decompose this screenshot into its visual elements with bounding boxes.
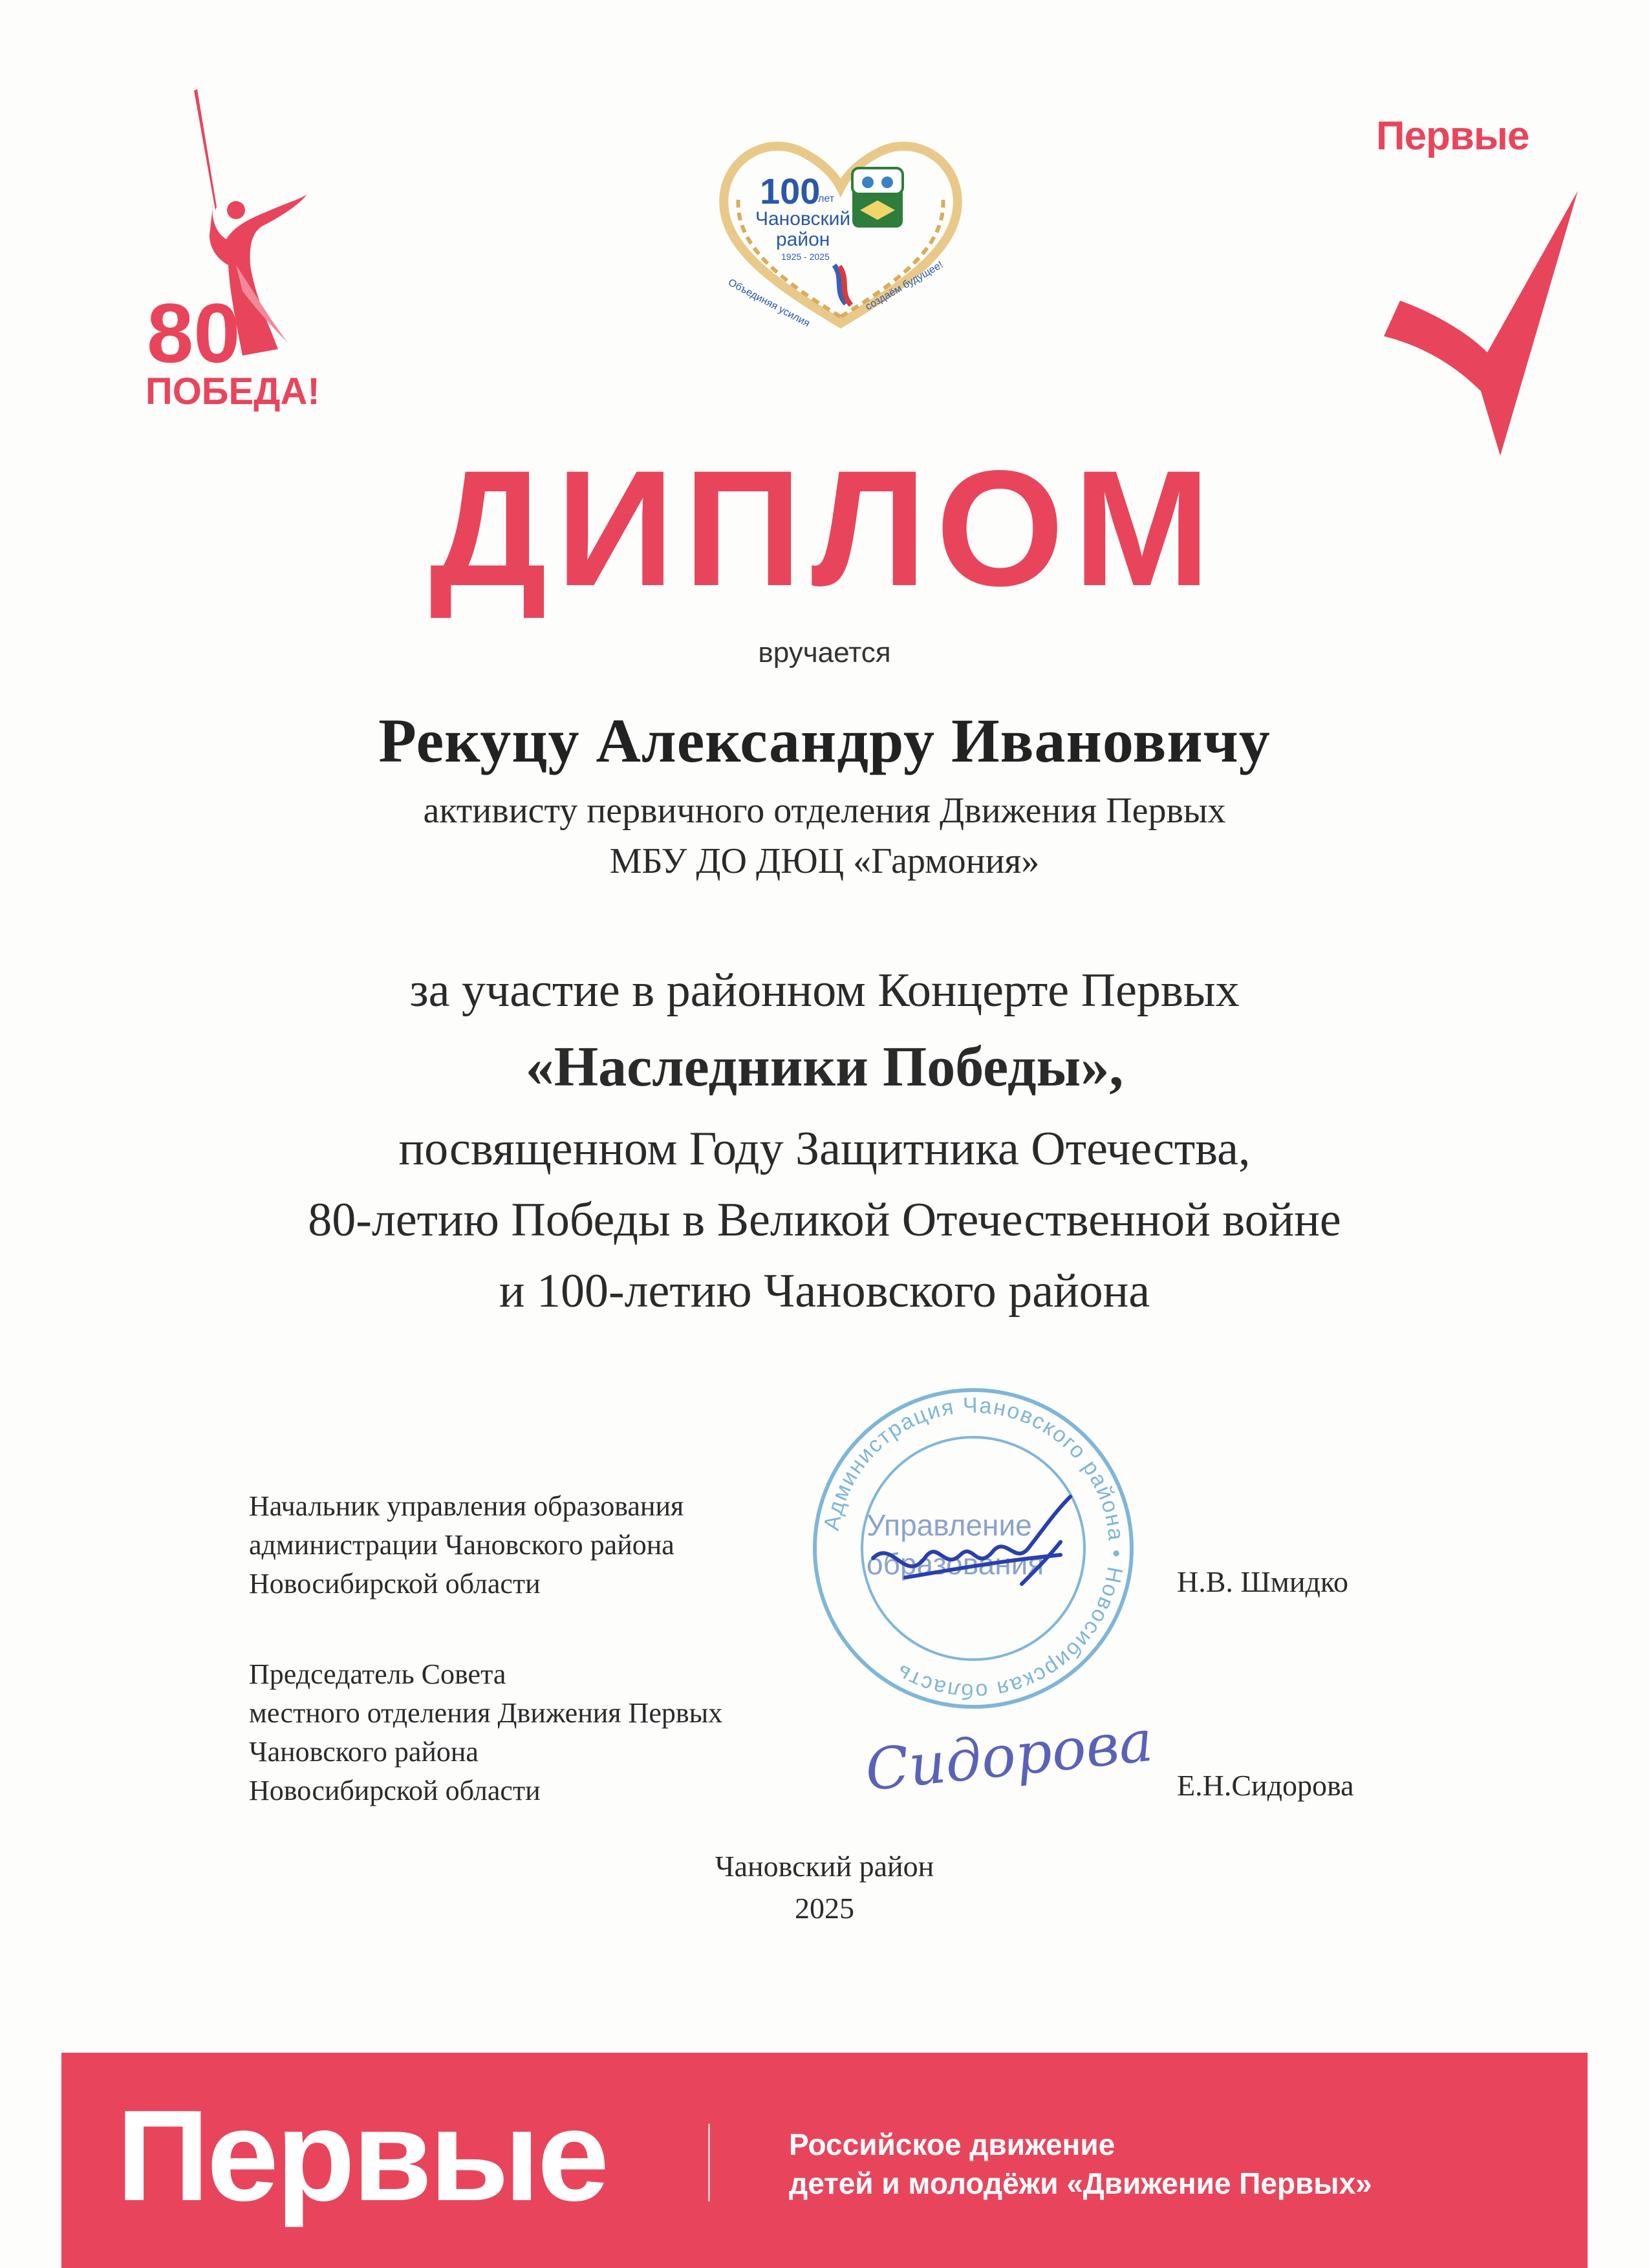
svg-text:100: 100 xyxy=(760,171,821,211)
recipient-role-line: активисту первичного отделения Движения Первых xyxy=(423,791,1226,831)
awarded-label: вручается xyxy=(758,637,891,669)
footer-tagline: Российское движение детей и молодёжи «Движение Первых» xyxy=(789,2128,1372,2200)
recipient-organization: МБУ ДО ДЮЦ «Гармония» xyxy=(609,841,1040,881)
pervye-one-mark xyxy=(1364,171,1597,462)
year: 2025 xyxy=(795,1892,854,1925)
svg-text:образования: образования xyxy=(867,1547,1044,1581)
diploma-title: ДИПЛОМ xyxy=(429,436,1220,621)
svg-text:лет: лет xyxy=(818,193,835,204)
centennial-logo xyxy=(698,123,983,336)
svg-text:Чановский: Чановский xyxy=(755,208,851,230)
victory-word: ПОБЕДА! xyxy=(146,370,320,412)
svg-text:район: район xyxy=(776,229,830,250)
svg-text:Объединяя усилия: Объединяя усилия xyxy=(726,277,812,330)
signatory-2-name: Е.Н.Сидорова xyxy=(1177,1769,1354,1802)
victory-80-logo xyxy=(139,78,333,414)
pervye-logo xyxy=(1364,113,1597,462)
event-name: «Наследники Победы», xyxy=(525,1036,1124,1098)
footer-divider xyxy=(708,2124,710,2201)
svg-text:1925 - 2025: 1925 - 2025 xyxy=(781,251,830,262)
svg-text:Управление: Управление xyxy=(867,1508,1032,1542)
place: Чановский район xyxy=(715,1850,934,1883)
award-reason: за участие в районном Концерте Первых xyxy=(409,964,1240,1017)
signature-1 xyxy=(867,1487,1080,1616)
pervye-logo-word: Первые xyxy=(1376,114,1529,158)
footer-brand: Первые xyxy=(116,2084,607,2228)
footer-banner xyxy=(61,2053,1588,2268)
svg-text:создаём будущее!: создаём будущее! xyxy=(863,259,945,313)
dedication-line: посвященном Году Защитника Отечества, xyxy=(398,1122,1251,1175)
signatory-1-position: Начальник управления образования администрации Чановского района Новосибирской области xyxy=(249,1490,684,1599)
victory-number: 80 xyxy=(147,286,241,380)
signatory-1-name: Н.В. Шмидко xyxy=(1177,1565,1348,1598)
signature-2: Сидорова xyxy=(862,1707,1156,1804)
dedication-line: и 100-летию Чановского района xyxy=(499,1265,1150,1318)
svg-text:Администрация Чановского район: Администрация Чановского района • Новосибирская область xyxy=(819,1393,1129,1704)
recipient-name: Рекуцу Александру Ивановичу xyxy=(378,706,1271,775)
signatory-2-position: Председатель Совета местного отделения Движения Первых Чановского района Новосибирской области xyxy=(249,1658,723,1806)
dedication-line: 80-летию Победы в Великой Отечественной войне xyxy=(308,1193,1341,1246)
